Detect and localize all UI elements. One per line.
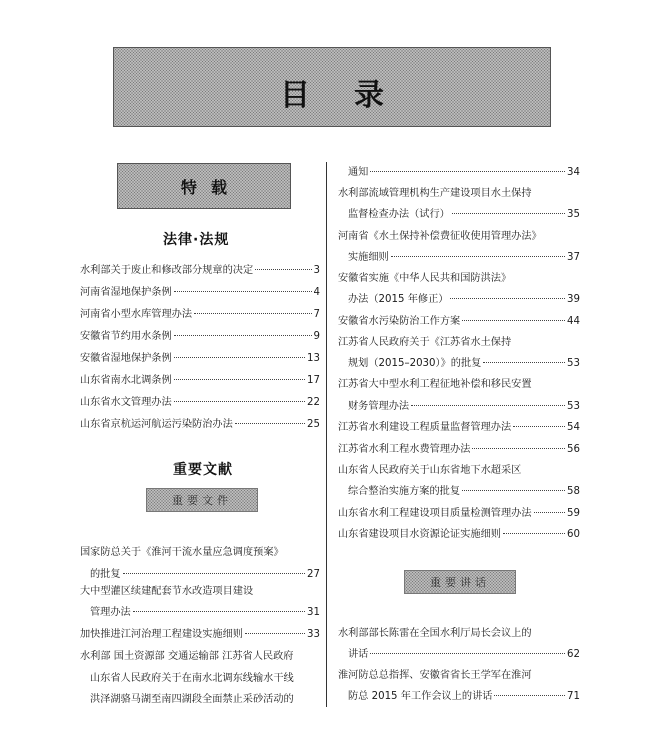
leader-dots <box>472 448 565 449</box>
toc-entry-page: 17 <box>307 375 320 386</box>
leader-dots <box>174 291 312 292</box>
toc-entry-title[interactable]: 水利部部长陈雷在全国水利厅局长会议上的 <box>338 628 532 639</box>
toc-entry-title[interactable]: 淮河防总总指挥、安徽省省长王学军在淮河 <box>338 670 532 681</box>
toc-entry-cont: 办法（2015 年修正） <box>348 294 449 305</box>
toc-entry-title[interactable]: 水利部流域管理机构生产建设项目水土保持 <box>338 188 532 199</box>
leader-dots <box>483 362 565 363</box>
toc-entry-page: 4 <box>313 287 320 298</box>
toc-entry[interactable] <box>348 648 580 662</box>
toc-entry[interactable] <box>338 421 580 435</box>
toc-entry-page: 58 <box>567 486 580 497</box>
toc-entry-title: 河南省小型水库管理办法 <box>80 309 193 320</box>
toc-entry-title: 江苏省水利建设工程质量监督管理办法 <box>338 422 512 433</box>
toc-entry-cont: 实施细则 <box>348 252 389 263</box>
toc-entry-title: 山东省南水北调条例 <box>80 375 172 386</box>
toc-entry[interactable] <box>348 690 580 704</box>
leader-dots <box>503 533 565 534</box>
toc-entry-cont: 讲话 <box>348 649 369 660</box>
leader-dots <box>391 256 565 257</box>
toc-entry-title[interactable]: 山东省人民政府关于山东省地下水超采区 <box>338 465 522 476</box>
toc-banner <box>113 47 551 127</box>
leader-dots <box>194 313 311 314</box>
toc-entry-title: 山东省建设项目水资源论证实施细则 <box>338 529 501 540</box>
toc-entry-page: 53 <box>567 401 580 412</box>
toc-entry[interactable] <box>80 286 320 300</box>
toc-entry-page: 33 <box>307 629 320 640</box>
leader-dots <box>370 171 565 172</box>
toc-entry[interactable] <box>80 264 320 278</box>
law-heading: 法律·法规 <box>163 232 230 248</box>
toc-entry-title: 安徽省水污染防治工作方案 <box>338 316 461 327</box>
toc-entry-cont[interactable]: 山东省人民政府关于在南水北调东线输水干线 <box>90 673 294 684</box>
toc-entry-cont: 通知 <box>348 167 369 178</box>
toc-entry-title[interactable]: 国家防总关于《淮河干流水量应急调度预案》 <box>80 547 284 558</box>
leader-dots <box>133 611 305 612</box>
leader-dots <box>411 405 565 406</box>
leader-dots <box>174 357 305 358</box>
toc-entry[interactable] <box>338 443 580 457</box>
toc-entry[interactable] <box>80 628 320 642</box>
toc-entry-page: 3 <box>313 265 320 276</box>
leader-dots <box>450 298 565 299</box>
toc-entry-title[interactable]: 河南省《水土保持补偿费征收使用管理办法》 <box>338 231 542 242</box>
leader-dots <box>513 426 565 427</box>
toc-entry[interactable] <box>348 166 580 180</box>
toc-entry-title: 加快推进江河治理工程建设实施细则 <box>80 629 243 640</box>
toc-entry-title: 山东省京杭运河航运污染防治办法 <box>80 419 233 430</box>
toc-entry-page: 27 <box>307 569 320 580</box>
toc-entry[interactable] <box>348 485 580 499</box>
special-section-label: 特载 <box>180 178 241 197</box>
toc-entry-cont: 财务管理办法 <box>348 401 410 412</box>
leader-dots <box>494 695 565 696</box>
leader-dots <box>255 269 311 270</box>
doc-subsection-box <box>146 488 258 512</box>
leader-dots <box>235 423 305 424</box>
leader-dots <box>462 320 565 321</box>
toc-entry[interactable] <box>80 396 320 410</box>
toc-entry-title: 山东省水文管理办法 <box>80 397 172 408</box>
doc-heading: 重要文献 <box>173 462 233 478</box>
toc-entry-page: 53 <box>567 358 580 369</box>
speech-subsection-label: 重要讲话 <box>430 576 490 589</box>
toc-entry-page: 35 <box>567 209 580 220</box>
toc-entry-title: 河南省湿地保护条例 <box>80 287 172 298</box>
toc-entry-page: 60 <box>567 529 580 540</box>
toc-entry-title: 安徽省节约用水条例 <box>80 331 172 342</box>
leader-dots <box>370 653 565 654</box>
toc-entry-title: 江苏省水利工程水费管理办法 <box>338 444 471 455</box>
toc-entry[interactable] <box>80 308 320 322</box>
toc-entry-title: 水利部关于废止和修改部分规章的决定 <box>80 265 254 276</box>
leader-dots <box>123 573 305 574</box>
toc-entry-page: 31 <box>307 607 320 618</box>
toc-entry-title[interactable]: 安徽省实施《中华人民共和国防洪法》 <box>338 273 512 284</box>
toc-entry-page: 71 <box>567 691 580 702</box>
speech-subsection-box <box>404 570 516 594</box>
toc-entry[interactable] <box>348 208 580 222</box>
toc-entry[interactable] <box>348 357 580 371</box>
leader-dots <box>534 512 565 513</box>
toc-entry[interactable] <box>80 374 320 388</box>
toc-title: 目录 <box>280 78 428 113</box>
toc-entry-title[interactable]: 江苏省人民政府关于《江苏省水土保持 <box>338 337 512 348</box>
toc-entry[interactable] <box>80 418 320 432</box>
toc-entry-title[interactable]: 大中型灌区续建配套节水改造项目建设 <box>80 586 254 597</box>
leader-dots <box>462 490 565 491</box>
toc-entry[interactable] <box>90 606 320 620</box>
toc-entry[interactable] <box>80 352 320 366</box>
column-divider <box>326 162 327 707</box>
leader-dots <box>174 401 305 402</box>
toc-entry-cont: 监督检查办法（试行） <box>348 209 450 220</box>
leader-dots <box>174 379 305 380</box>
leader-dots <box>245 633 305 634</box>
toc-entry-page: 9 <box>313 331 320 342</box>
toc-entry[interactable] <box>348 251 580 265</box>
toc-entry-page: 62 <box>567 649 580 660</box>
toc-entry-page: 39 <box>567 294 580 305</box>
toc-entry-cont: 的批复 <box>90 569 121 580</box>
leader-dots <box>174 335 312 336</box>
toc-entry-page: 37 <box>567 252 580 263</box>
toc-entry-cont: 综合整治实施方案的批复 <box>348 486 461 497</box>
toc-entry[interactable] <box>338 315 580 329</box>
toc-entry[interactable] <box>338 528 580 542</box>
toc-entry[interactable] <box>348 293 580 307</box>
toc-entry-page: 7 <box>313 309 320 320</box>
toc-entry-page: 34 <box>567 167 580 178</box>
toc-entry[interactable] <box>90 568 320 582</box>
toc-entry-page: 54 <box>567 422 580 433</box>
toc-entry-page: 22 <box>307 397 320 408</box>
toc-entry-title[interactable]: 水利部 国土资源部 交通运输部 江苏省人民政府 <box>80 651 294 662</box>
toc-entry-cont[interactable]: 洪泽湖骆马湖至南四湖段全面禁止采砂活动的 <box>90 694 294 705</box>
leader-dots <box>452 213 565 214</box>
toc-entry-page: 25 <box>307 419 320 430</box>
toc-entry-title: 安徽省湿地保护条例 <box>80 353 172 364</box>
toc-entry-cont: 管理办法 <box>90 607 131 618</box>
toc-entry-page: 44 <box>567 316 580 327</box>
toc-entry-page: 13 <box>307 353 320 364</box>
toc-entry-page: 59 <box>567 508 580 519</box>
toc-entry-page: 56 <box>567 444 580 455</box>
special-section-box <box>117 163 291 209</box>
toc-entry-title: 山东省水利工程建设项目质量检测管理办法 <box>338 508 532 519</box>
toc-entry[interactable] <box>348 400 580 414</box>
toc-entry-cont: 规划（2015–2030）》的批复 <box>348 358 482 369</box>
toc-entry-title[interactable]: 江苏省大中型水利工程征地补偿和移民安置 <box>338 379 532 390</box>
toc-entry-cont: 防总 2015 年工作会议上的讲话 <box>348 691 493 702</box>
toc-entry[interactable] <box>80 330 320 344</box>
toc-entry[interactable] <box>338 507 580 521</box>
doc-subsection-label: 重要文件 <box>172 494 232 507</box>
